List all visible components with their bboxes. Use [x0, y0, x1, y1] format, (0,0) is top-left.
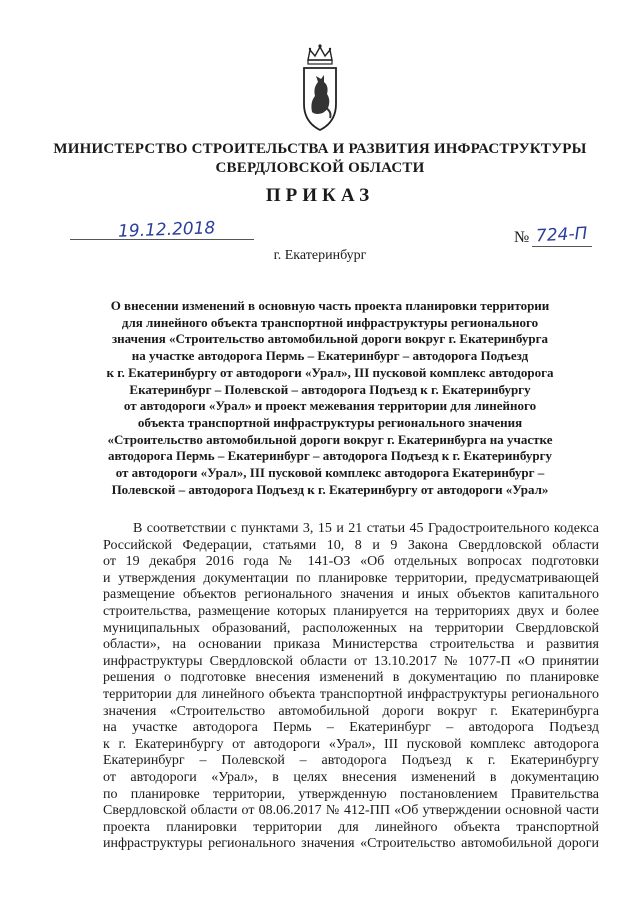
body-paragraph [103, 521, 599, 853]
body-line: от автодороги «Урал», в целях внесения изменений в документацию [103, 769, 599, 785]
body-line: инфраструктуры Свердловской области от 13.10.2017 № 1077-П «О принятии [103, 653, 599, 669]
subject-line: к г. Екатеринбургу от автодороги «Урал», III пусковой комплекс автодорога [106, 364, 554, 380]
body-line: проекта планировки территории для линейного объекта транспортной [103, 819, 599, 835]
subject-line: автодорога Пермь – Екатеринбург – автодорога Подъезд к г. Екатеринбургу [107, 448, 553, 464]
subject-line: О внесении изменений в основную часть проекта планировки территории [110, 298, 550, 313]
body-line: Российской Федерации, статьями 10, 8 и 9 Закона Свердловской области [103, 537, 599, 553]
body-line: от 19 декабря 2016 года № 141-ОЗ «Об отдельных вопросах подготовки [103, 554, 599, 570]
body-line: к г. Екатеринбургу от автодороги «Урал», III пусковой комплекс автодорога [103, 736, 599, 752]
body-line: муниципальных образований, расположенных на территории Свердловской [103, 620, 599, 636]
body-line: решения о подготовке внесения изменений в документацию по планировке [103, 670, 599, 686]
subject-line: от автодороги «Урал», III пусковой комплекс автодорога Екатеринбург – [115, 465, 545, 481]
ministry-line-1: МИНИСТЕРСТВО СТРОИТЕЛЬСТВА И РАЗВИТИЯ ИНФРАСТРУКТУРЫ [53, 141, 587, 157]
body-line: Екатеринбург – Полевской – автодорога Подъезд к г. Екатеринбургу [103, 753, 599, 769]
handwritten-number: 724-П [535, 223, 588, 247]
body-line: по планировке территории, утвержденную постановлением Правительства [103, 786, 599, 802]
ministry-line-2: СВЕРДЛОВСКОЙ ОБЛАСТИ [215, 160, 425, 176]
body-line: размещение объектов регионального значения и иных объектов капитального [103, 587, 599, 603]
subject-line: Полевской – автодорога Подъезд к г. Екатеринбургу от автодороги «Урал» [111, 481, 549, 497]
handwritten-date: 19.12.2018 [117, 218, 216, 242]
body-line: и утверждения документации по планировке территории, предусматривающей [103, 570, 599, 586]
body-line: территории для линейного объекта транспортной инфраструктуры регионального [103, 686, 599, 702]
coat-of-arms-icon [296, 42, 344, 134]
document-type-title: ПРИКАЗ [265, 185, 375, 206]
body-line: строительства, размещение которых планируется на территориях двух и более [103, 603, 599, 619]
subject-line: для линейного объекта транспортной инфраструктуры регионального [121, 314, 539, 330]
subject-line: «Строительство автомобильной дороги вокруг г. Екатеринбурга на участке [107, 431, 553, 447]
body-line: Свердловской области от 08.06.2017 № 412-ПП «Об утверждении основной части [103, 803, 599, 819]
order-subject [70, 298, 590, 498]
subject-line: значения «Строительство автомобильной дороги вокруг г. Екатеринбурга [111, 331, 549, 347]
body-line: В соответствии с пунктами 3, 15 и 21 статьи 45 Градостроительного кодекса [133, 521, 599, 536]
body-line: на участке автодорога Пермь – Екатеринбург – автодорога Подъезд [103, 720, 599, 736]
body-line: инфраструктуры регионального значения «Строительство автомобильной дороги [103, 836, 599, 852]
number-underline [532, 246, 592, 247]
city-label: г. Екатеринбург [273, 248, 367, 263]
subject-line: от автодороги «Урал» и проект межевания территории для линейного [123, 398, 537, 414]
number-label: № [514, 229, 530, 246]
subject-line: Екатеринбург – Полевской – автодорога Подъезд к г. Екатеринбургу [129, 381, 531, 397]
body-line: значения «Строительство автомобильной дороги вокруг г. Екатеринбурга [103, 703, 599, 719]
ministry-name [40, 140, 600, 178]
subject-line: объекта транспортной инфраструктуры регионального значения [137, 414, 523, 430]
subject-line: на участке автодорога Пермь – Екатеринбург – автодорога Подъезд [131, 348, 529, 364]
body-line: области», на основании приказа Министерства строительства и развития [103, 637, 599, 653]
